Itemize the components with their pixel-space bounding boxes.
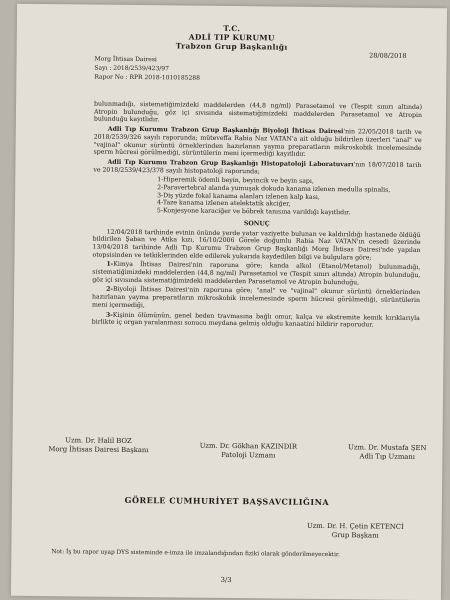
item-3-text: Kişinin ölümünün, genel beden travmasına bağlı omur, kalça ve ekstremite kemik kırıklarıyla birlikte iç organ yaralanması sonucu meydana gelmiş olduğu kanaatini bildirir raporudur. <box>91 311 420 329</box>
ref-rapor: Rapor No : RPR 2018-1010185288 <box>94 73 200 82</box>
header-branch: Trabzon Grup Başkanlığı <box>175 41 288 52</box>
report-body <box>92 101 422 332</box>
conclusion-item-3 <box>92 311 420 330</box>
signature-row <box>48 436 426 462</box>
chief-signature <box>307 522 404 541</box>
report-date: 28/08/2018 <box>369 51 407 60</box>
document-page <box>11 4 447 600</box>
signature-name: Uzm. Dr. Gökhan KAZINDIR <box>199 441 298 451</box>
conclusion-paragraph: 12/04/2018 tarihinde evinin önünde yerde yatar vaziyette bulunan ve kaldırıldığı hastanede öldüğü bildirilen Şaban ve Atika kızı, 16/10/2006 Görele doğumlu Rabia Naz VATAN'ın cesedi üzerinde 13/04/2018 tarihinde Adli Tıp Kurumu Trabzon Grup Başkanlığı Morg İhtisas Dairesi'nde yapılan otopsisinden ve tetkiklerinden elde edilerek yukarıda kaydedilen bilgi ve bulgulara göre; <box>92 228 421 262</box>
item-3-number: 3- <box>105 311 113 319</box>
list-item: 1-Hiperemik ödemli beyin, beyincik ve beyin sapı, <box>157 176 314 186</box>
chief-title: Grup Başkanı <box>331 531 379 540</box>
paragraph-2-heading: Adli Tıp Kurumu Trabzon Grup Başkanlığı Biyoloji İhtisas Dairesi <box>107 125 344 136</box>
paragraph-2-text: 'nin 22/05/2018 tarih ve 2018/2539/326 sayılı raporunda; müteveffa Rabia Naz VATAN'a ait olduğu bildirilen üzerleri "anal" ve "vajinal" okunur sürüntü örneklerinden hazırlanan yayma preparatların mikroskobik incelemesinde sperm hücresi görülmediği, sürüntülerin meni içermediği kayıtlıdır. <box>93 128 422 159</box>
ref-sayi: Sayı : 2018/2539/423/97 <box>94 64 170 73</box>
header-tc: T.C. <box>223 23 241 34</box>
item-1-number: 1- <box>106 261 114 269</box>
signature-title: Morg İhtisas Dairesi Başkanı <box>48 445 149 455</box>
conclusion-heading: SONUÇ <box>243 219 270 228</box>
footer-note: Not: İş bu rapor uyap DYS sisteminde e-imza ile imzalandığından fiziki olarak gönderilmeyecektir. <box>51 549 340 559</box>
paragraph-1: bulunmadığı, sistematiğimizdeki maddelerden (44,8 ng/ml) Parasetamol ve (Tespit sınırı altında) Atropin bulunduğu, göz içi sıvısında sistematiğimizdeki maddelerden Parasetamol ve Atropin bulunduğu kayıtlıdır. <box>93 100 423 124</box>
signature-title: Adli Tıp Uzmanı <box>359 452 415 461</box>
document-header <box>17 22 447 54</box>
signature-3 <box>348 443 426 462</box>
item-1-text: Kimya İhtisas Dairesi'nin raporuna göre; kanda alkol (Etanol/Metanol) bulunmadığı, sistematiğimizdeki maddelerden (44,8 ng/ml) Parasetamol ve (Tespit sınırı altında) Atropin bulunduğu, göz içi sıvısında sistematiğimizdeki maddelerden Parasetamol ve Atropin bulunduğu, <box>92 261 421 287</box>
signature-1 <box>48 436 148 459</box>
signature-title: Patoloji Uzmanı <box>221 450 276 460</box>
ref-dept: Morg İhtisas Dairesi <box>94 55 157 64</box>
paragraph-3-text: 'nın 18/07/2018 tarih ve 2018/2539/423/378 sayılı histopatoloji raporunda; <box>93 161 422 175</box>
list-item: 2-Paravertebral alanda yumuşak dokuda kanama izlenen medulla spinalis, <box>157 184 391 194</box>
item-2-number: 2- <box>106 286 114 294</box>
header-institution: ADLİ TIP KURUMU <box>188 32 275 43</box>
paragraph-2 <box>94 126 422 160</box>
signature-2 <box>200 442 297 461</box>
conclusion-item-2 <box>92 286 420 313</box>
paragraph-3-heading: Adli Tıp Kurumu Trabzon Grup Başkanlığı Histopatoloji Laboratuvarı <box>107 158 354 169</box>
conclusion-item-1 <box>92 261 420 288</box>
chief-name: Uzm. Dr. H. Çetin KETENCİ <box>306 521 404 531</box>
list-item: 4-Taze kanama izlenen atelektatik akciğer, <box>156 199 291 209</box>
item-2-text: Biyoloji İhtisas Dairesi'nin raporuna göre; "anal" ve "vajinal" okunur sürüntü örneklerinden hazırlanan yayma preparatların mikroskobik incelemesinde sperm hücresi görülmediği, sürüntülerin meni içermediği, <box>91 286 421 309</box>
signature-name: Uzm. Dr. Mustafa ŞEN <box>348 443 427 453</box>
paragraph-3 <box>93 158 421 177</box>
prosecutor-heading: GÖRELE CUMHURİYET BAŞSAVCILIĞINA <box>124 494 330 508</box>
list-item: 5-Konjesyone karaciğer ve böbrek tanısına varıldığı kayıtlıdır. <box>156 207 351 217</box>
page-number: 3/3 <box>220 575 232 585</box>
histopathology-list <box>93 176 421 218</box>
signature-name: Uzm. Dr. Halil BOZ <box>65 436 132 445</box>
list-item: 3-Diş yüzde fokal kanama alanları izlenen kalp kası, <box>157 191 320 201</box>
reference-block <box>94 55 200 83</box>
